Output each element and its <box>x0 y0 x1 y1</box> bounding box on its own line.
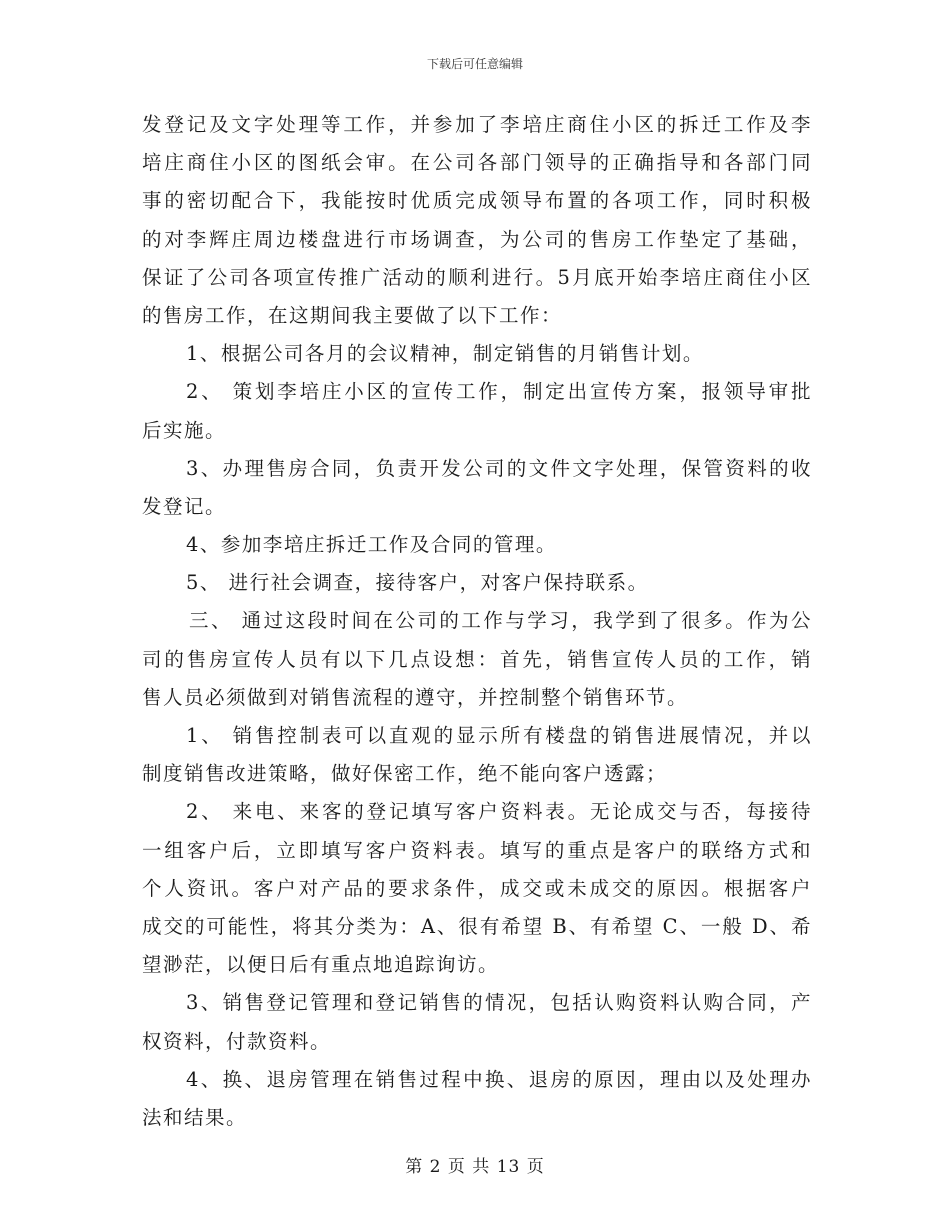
text-line: 发登记及文字处理等工作，并参加了李培庄商住小区的拆迁工作及李 <box>142 113 812 136</box>
list-item-line: 3、办理售房合同，负责开发公司的文件文字处理，保管资料的收 <box>186 456 812 480</box>
list-item-line: 4、换、退房管理在销售过程中换、退房的原因，理由以及处理办 <box>186 1067 812 1091</box>
text-line: 法和结果。 <box>142 1105 248 1129</box>
text-line: 后实施。 <box>142 418 227 442</box>
text-line: 的对李辉庄周边楼盘进行市场调查，为公司的售房工作垫定了基础， <box>142 227 812 251</box>
list-item-line: 4、参加李培庄拆迁工作及合同的管理。 <box>186 533 557 557</box>
text-line: 望渺茫，以便日后有重点地追踪询访。 <box>142 953 500 977</box>
text-line: 权资料，付款资料。 <box>142 1029 332 1053</box>
text-line: 事的密切配合下，我能按时优质完成领导布置的各项工作，同时积极 <box>142 189 812 213</box>
list-item-line: 1、根据公司各月的会议精神，制定销售的月销售计划。 <box>186 342 704 366</box>
page-number: 第 2 页 共 13 页 <box>405 1157 545 1177</box>
section-line: 三、 通过这段时间在公司的工作与学习，我学到了很多。作为公 <box>189 609 812 633</box>
list-item-line: 5、 进行社会调查，接待客户，对客户保持联系。 <box>186 571 649 595</box>
text-line: 一组客户后，立即填写客户资料表。填写的重点是客户的联络方式和 <box>142 838 812 862</box>
text-line: 售人员必须做到对销售流程的遵守，并控制整个销售环节。 <box>142 685 689 709</box>
text-line: 司的售房宣传人员有以下几点设想：首先，销售宣传人员的工作，销 <box>142 647 812 671</box>
list-item-line: 1、 销售控制表可以直观的显示所有楼盘的销售进展情况，并以 <box>186 724 812 747</box>
text-line: 保证了公司各项宣传推广活动的顺利进行。5月底开始李培庄商住小区 <box>142 265 812 289</box>
text-line: 个人资讯。客户对产品的要求条件，成交或未成交的原因。根据客户 <box>142 876 812 900</box>
list-item-line: 2、 策划李培庄小区的宣传工作，制定出宣传方案，报领导审批 <box>186 380 812 404</box>
list-item-line: 2、 来电、来客的登记填写客户资料表。无论成交与否，每接待 <box>186 800 812 824</box>
text-line: 的售房工作，在这期间我主要做了以下工作： <box>142 303 563 327</box>
text-line: 制度销售改进策略，做好保密工作，绝不能向客户透露； <box>142 762 668 786</box>
document-body <box>142 106 812 1137</box>
text-line: 发登记。 <box>142 494 227 518</box>
page-header: 下载后可任意编辑 <box>426 57 523 71</box>
text-line: 成交的可能性，将其分类为：A、很有希望 B、有希望 C、一般 D、希 <box>142 914 812 938</box>
list-item-line: 3、销售登记管理和登记销售的情况，包括认购资料认购合同，产 <box>186 991 812 1015</box>
text-line: 培庄商住小区的图纸会审。在公司各部门领导的正确指导和各部门同 <box>142 151 812 175</box>
